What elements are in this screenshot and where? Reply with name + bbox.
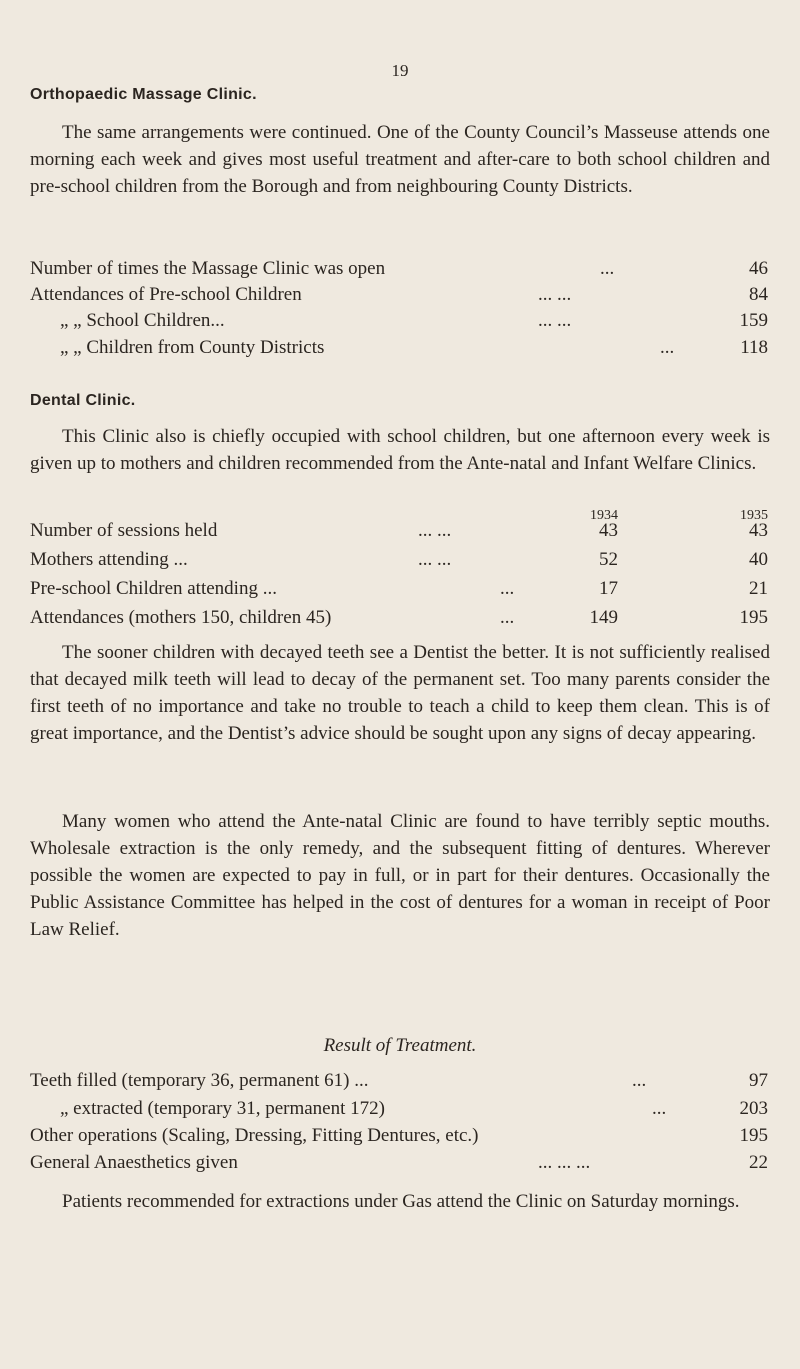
column-header-1935: 1935 — [740, 508, 768, 523]
row-value: 118 — [740, 337, 768, 358]
row-value: 46 — [749, 258, 768, 279]
row-label: „ „ Children from County Districts — [60, 337, 325, 358]
row-label: Teeth filled (temporary 36, permanent 61) ... — [30, 1070, 369, 1091]
value-1934: 17 — [599, 578, 618, 599]
value-1935: 43 — [749, 520, 768, 541]
row-value: 159 — [739, 310, 768, 331]
paragraph-text: The sooner children with decayed teeth see a Dentist the better. It is not sufficiently realised that decayed milk teeth will lead to decay of the permanent set. Too many parents consider the first teeth of no importance and take no trouble to teach a child to keep them clean. This is of great importance, and the Dentist’s advice should be sought upon any signs of decay appearing. — [30, 642, 770, 744]
value-1934: 52 — [599, 549, 618, 570]
paragraph-text: Many women who attend the Ante-natal Clinic are found to have terribly septic mouths. Wholesale extraction is the only remedy, and the subsequent fitting of dentures. Wherever possible the women are expected to pay in full, or in part for their dentures. Occasionally the Public Assistance Committee has helped in the cost of dentures for a woman in receipt of Poor Law Relief. — [30, 811, 770, 940]
row-label: Other operations (Scaling, Dressing, Fitting Dentures, etc.) — [30, 1125, 479, 1146]
massage-clinic-heading: Orthopaedic Massage Clinic. — [30, 86, 257, 103]
page-number: 19 — [391, 61, 409, 80]
dental-clinic-heading: Dental Clinic. — [30, 392, 136, 409]
row-value: 97 — [749, 1070, 768, 1091]
row-label: Attendances of Pre-school Children — [30, 284, 302, 305]
dental-intro-paragraph — [30, 423, 770, 477]
paragraph-text: Patients recommended for extractions under Gas attend the Clinic on Saturday mornings. — [62, 1191, 740, 1212]
dental-paragraph-decay — [30, 639, 770, 747]
dental-paragraph-antenatal — [30, 808, 770, 943]
leader-dots: ... — [652, 1098, 667, 1119]
value-1934: 43 — [599, 520, 618, 541]
leader-dots: ... ... — [418, 549, 452, 570]
gas-extraction-note — [30, 1188, 770, 1215]
leader-dots: ... — [632, 1070, 647, 1091]
row-label: Attendances (mothers 150, children 45) — [30, 607, 332, 628]
row-value: 84 — [749, 284, 768, 305]
leader-dots: ... — [600, 258, 615, 279]
leader-dots: ... ... ... — [538, 1152, 591, 1173]
row-label: General Anaesthetics given — [30, 1152, 238, 1173]
row-label: Pre-school Children attending ... — [30, 578, 277, 599]
leader-dots: ... — [500, 607, 515, 628]
row-value: 22 — [749, 1152, 768, 1173]
row-label: „ extracted (temporary 31, permanent 172) — [60, 1098, 385, 1119]
result-of-treatment-heading: Result of Treatment. — [323, 1035, 477, 1056]
row-label: „ „ School Children... — [60, 310, 225, 331]
row-value: 195 — [739, 1125, 768, 1146]
value-1935: 195 — [739, 607, 768, 628]
leader-dots: ... — [660, 337, 675, 358]
value-1935: 40 — [749, 549, 768, 570]
massage-intro-text: The same arrangements were continued. One of the County Council’s Masseuse attends one morning each week and gives most useful treatment and after-care to both school children and pre-school children from the Borough and from neighbouring County Districts. — [30, 122, 770, 197]
value-1934: 149 — [589, 607, 618, 628]
row-label: Number of sessions held — [30, 520, 218, 541]
column-header-1934: 1934 — [590, 508, 618, 523]
massage-intro-paragraph — [30, 119, 770, 200]
value-1935: 21 — [749, 578, 768, 599]
leader-dots: ... ... — [538, 310, 572, 331]
leader-dots: ... — [500, 578, 515, 599]
row-label: Number of times the Massage Clinic was open — [30, 258, 386, 279]
dental-intro-text: This Clinic also is chiefly occupied with school children, but one afternoon every week is given up to mothers and children recommended from the Ante-natal and Infant Welfare Clinics. — [30, 426, 770, 474]
leader-dots: ... ... — [538, 284, 572, 305]
row-label: Mothers attending ... — [30, 549, 188, 570]
leader-dots: ... ... — [418, 520, 452, 541]
row-value: 203 — [739, 1098, 768, 1119]
